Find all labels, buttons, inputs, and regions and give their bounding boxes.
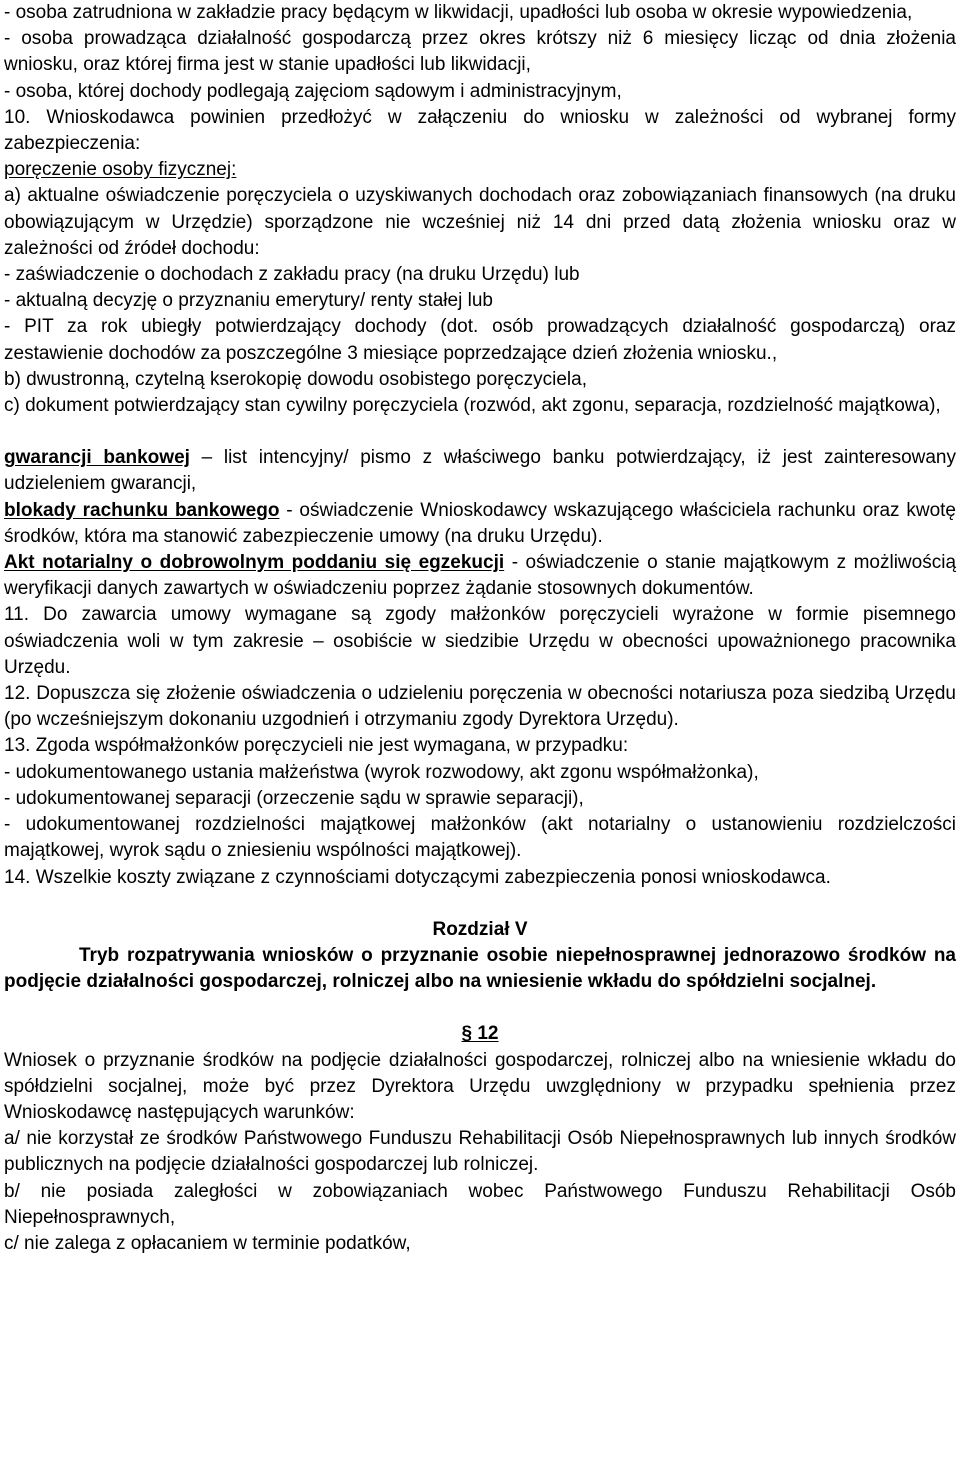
- chapter-subtitle: Tryb rozpatrywania wniosków o przyznanie osobie niepełnosprawnej jednorazowo środków na podjęcie działalności gospodarczej, rolniczej albo na wniesienie wkładu do spółdzielni socjalnej.: [4, 944, 956, 993]
- blokada-label: blokady rachunku bankowego: [4, 499, 280, 521]
- paragraph-13: 13. Zgoda współmałżonków poręczycieli nie jest wymagana, w przypadku:: [4, 735, 629, 757]
- paragraph-11: 11. Do zawarcia umowy wymagane są zgody małżonków poręczycieli wyrażone w formie pisemnego oświadczenia woli w tym zakresie – osobiście w siedzibie Urzędu w obecności upoważnionego pracownika Urzędu.: [4, 604, 956, 678]
- condition-b: b/ nie posiada zaległości w zobowiązaniach wobec Państwowego Funduszu Rehabilitacji Osób Niepełnosprawnych,: [4, 1180, 956, 1228]
- section-heading: § 12: [461, 1023, 499, 1045]
- list-item: - udokumentowanej rozdzielności majątkowej małżonków (akt notarialny o ustanowieniu rozdzielczości majątkowej, wyrok sądu o zniesieniu wspólności majątkowej).: [4, 814, 956, 862]
- list-item: - zaświadczenie o dochodach z zakładu pracy (na druku Urzędu) lub: [4, 264, 580, 286]
- list-item: - osoba zatrudniona w zakładzie pracy będącym w likwidacji, upadłości lub osoba w okresie wypowiedzenia,: [4, 2, 913, 23]
- blokada-text: - oświadczenie Wnioskodawcy wskazującego właściciela rachunku oraz kwotę środków, która ma stanowić zabezpieczenie umowy (na druku Urzędu).: [4, 499, 956, 547]
- spacer: [4, 891, 956, 917]
- akt-text: - oświadczenie o stanie majątkowym z możliwością weryfikacji danych zawartych w oświadczeniu poprzez żądanie stosownych dokumentów.: [4, 552, 957, 600]
- condition-a: a/ nie korzystał ze środków Państwowego Funduszu Rehabilitacji Osób Niepełnosprawnych lub innych środków publicznych na podjęcie działalności gospodarczej lub rolniczej.: [4, 1128, 956, 1176]
- list-item: - aktualną decyzję o przyznaniu emerytury/ renty stałej lub: [4, 290, 493, 312]
- list-item: - osoba prowadząca działalność gospodarczą przez okres krótszy niż 6 miesięcy licząc od dnia złożenia wniosku, oraz której firma jest w stanie upadłości lub likwidacji,: [4, 28, 956, 76]
- akt-paragraph: [4, 550, 956, 602]
- gwarancja-label: gwarancji bankowej: [4, 447, 190, 469]
- gwarancja-paragraph: [4, 445, 956, 497]
- paragraph-12: 12. Dopuszcza się złożenie oświadczenia o udzieleniu poręczenia w obecności notariusza poza siedzibą Urzędu (po wcześniejszym dokonaniu uzgodnień i otrzymaniu zgody Dyrektora Urzędu).: [4, 683, 956, 731]
- item-b: b) dwustronną, czytelną kserokopię dowodu osobistego poręczyciela,: [4, 368, 587, 390]
- chapter-title: Rozdział V: [432, 918, 528, 940]
- blokada-paragraph: [4, 498, 956, 550]
- paragraph-14: 14. Wszelkie koszty związane z czynnościami dotyczącymi zabezpieczenia ponosi wnioskodawca.: [4, 866, 831, 888]
- condition-c: c/ nie zalega z opłacaniem w terminie podatków,: [4, 1232, 411, 1254]
- list-item: - udokumentowanej separacji (orzeczenie sądu w sprawie separacji),: [4, 787, 584, 809]
- item-c: c) dokument potwierdzający stan cywilny poręczyciela (rozwód, akt zgonu, separacja, rozdzielność majątkowa),: [4, 395, 941, 417]
- gwarancja-text: – list intencyjny/ pismo z właściwego banku potwierdzający, iż jest zainteresowany udzieleniem gwarancji,: [4, 447, 957, 495]
- item-a: a) aktualne oświadczenie poręczyciela o uzyskiwanych dochodach oraz zobowiązaniach finansowych (na druku obowiązującym w Urzędzie) sporządzone nie wcześniej niż 14 dni przed datą złożenia wniosku oraz w zależności od źródeł dochodu:: [4, 185, 956, 259]
- akt-label: Akt notarialny o dobrowolnym poddaniu się egzekucji: [4, 552, 505, 574]
- list-item: - PIT za rok ubiegły potwierdzający dochody (dot. osób prowadzących działalność gospodarczą) oraz zestawienie dochodów za poszczególne 3 miesiące poprzedzające dzień złożenia wniosku.,: [4, 316, 956, 364]
- spacer: [4, 995, 956, 1021]
- list-item: - udokumentowanego ustania małżeństwa (wyrok rozwodowy, akt zgonu współmałżonka),: [4, 761, 759, 783]
- paragraph-10: 10. Wnioskodawca powinien przedłożyć w załączeniu do wniosku w zależności od wybranej formy zabezpieczenia:: [4, 106, 956, 155]
- spacer: [4, 419, 956, 445]
- section-intro: Wniosek o przyznanie środków na podjęcie działalności gospodarczej, rolniczej albo na wniesienie wkładu do spółdzielni socjalnej, może być przez Dyrektora Urzędu uwzględniony w przypadku spełnienia przez Wnioskodawcę następujących warunków:: [4, 1049, 956, 1123]
- poreczenie-heading: poręczenie osoby fizycznej:: [4, 159, 237, 181]
- list-item: - osoba, której dochody podlegają zajęciom sądowym i administracyjnym,: [4, 80, 622, 102]
